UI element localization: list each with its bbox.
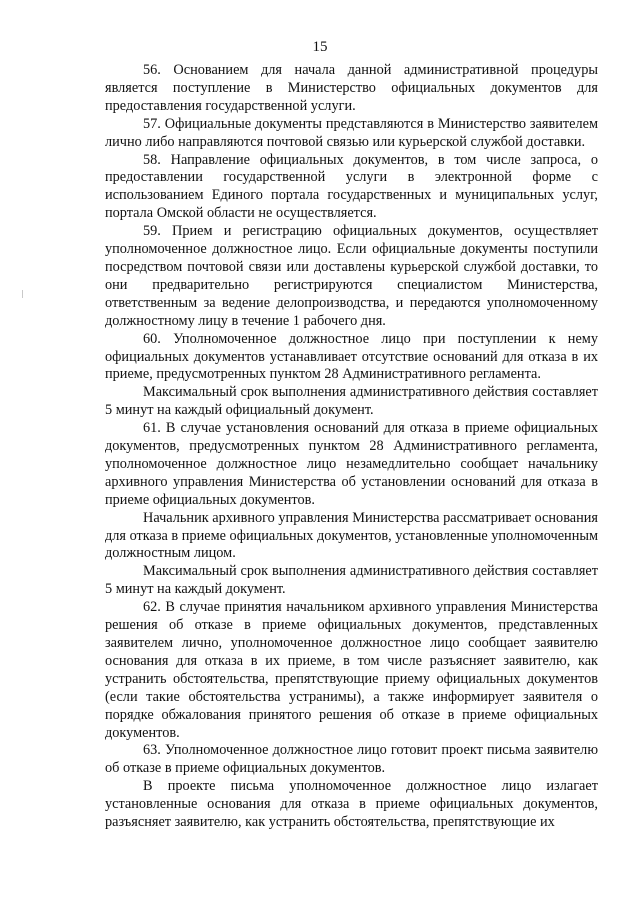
paragraph-63-draft: В проекте письма уполномоченное должностное лицо излагает установленные основания для отказа в приеме официальных документов, разъясняет заявителю, как устранить обстоятельства, препятствующие их: [105, 778, 598, 831]
paragraph-56: 56. Основанием для начала данной административной процедуры является поступление в Министерство официальных документов для предоставления государственной услуги.: [105, 62, 598, 114]
paragraph-61-review: Начальник архивного управления Министерства рассматривает основания для отказа в приеме официальных документов, установленные уполномоченным должностным лицом.: [105, 509, 598, 562]
document-body: [105, 62, 598, 832]
paragraph-60: 60. Уполномоченное должностное лицо при поступлении к нему официальных документов устанавливает отсутствие оснований для отказа в их приеме, предусмотренных пунктом 28 Административного регламента.: [105, 330, 598, 383]
paragraph-62: 62. В случае принятия начальником архивного управления Министерства решения об отказе в приеме официальных документов, представленных заявителем лично, уполномоченное должностное лицо сообщает заявителю основания для отказа в их приеме, в том числе разъясняет заявителю, как устранить обстоятельства, препятствующие приему официальных документов (если такие обстоятельства устранимы), а также информирует заявителя о порядке обжалования принятого решения об отказе в приеме официальных документов.: [105, 599, 598, 741]
paragraph-59: 59. Прием и регистрацию официальных документов, осуществляет уполномоченное должностное лицо. Если официальные документы поступили посредством почтовой связи или доставлены курьерской службой доставки, то они предварительно регистрируются специалистом Министерства, ответственным за ведение делопроизводства, и передаются уполномоченному должностному лицу в течение 1 рабочего дня.: [105, 223, 598, 329]
paragraph-57: 57. Официальные документы представляются в Министерство заявителем лично либо направляются почтовой связью или курьерской службой доставки.: [105, 115, 598, 150]
scan-artifact: [22, 290, 23, 298]
paragraph-58: 58. Направление официальных документов, в том числе запроса, о предоставлении государственной услуги в электронной форме с использованием Единого портала государственных и муниципальных услуг, портала Омской области не осуществляется.: [105, 151, 598, 222]
paragraph-61-max-time: Максимальный срок выполнения административного действия составляет 5 минут на каждый документ.: [105, 563, 598, 598]
paragraph-63: 63. Уполномоченное должностное лицо готовит проект письма заявителю об отказе в приеме официальных документов.: [105, 742, 598, 777]
paragraph-60-max-time: Максимальный срок выполнения административного действия составляет 5 минут на каждый официальный документ.: [105, 384, 598, 419]
paragraph-61: 61. В случае установления оснований для отказа в приеме официальных документов, предусмотренных пунктом 28 Административного регламента, уполномоченное должностное лицо незамедлительно сообщает начальнику архивного управления Министерства об установлении оснований для отказа в приеме официальных документов.: [105, 420, 598, 508]
page-number: 15: [312, 39, 328, 55]
